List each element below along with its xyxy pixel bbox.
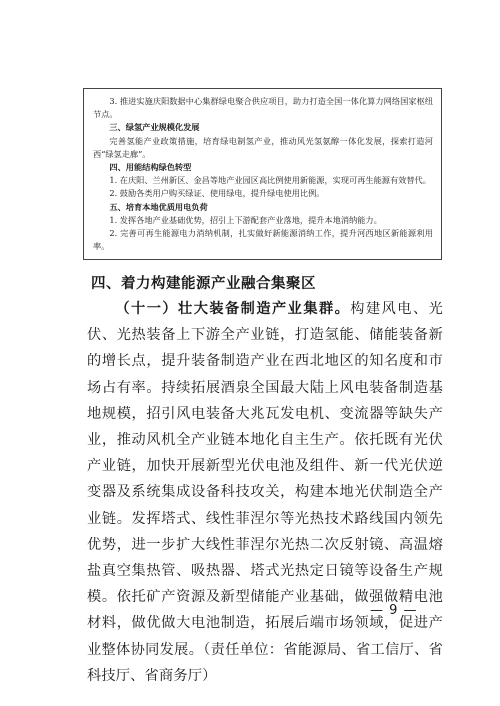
page-number: — 9 — — [370, 603, 418, 618]
paragraph-lead: （十一）壮大装备制造产业集群。 — [115, 301, 351, 317]
body-paragraph — [87, 296, 443, 689]
box-heading: 三、绿氢产业规模化发展 — [109, 122, 200, 133]
box-item: 1. 在庆阳、兰州新区、金昌等地产业园区高比例使用新能源，实现可再生能源有效替代。 — [109, 175, 431, 186]
policy-box — [83, 88, 442, 260]
section-title: 四、着力构建能源产业融合集聚区 — [91, 276, 316, 292]
box-item: 1. 发挥各地产业基础优势，招引上下游配套产业落地，提升本地消纳能力。 — [109, 214, 382, 225]
box-item: 3. 推进实施庆阳数据中心集群绿电聚合供应项目，助力打造全国一体化算力网络国家枢纽节点。 — [93, 96, 433, 120]
box-item: 2. 完善可再生能源电力消纳机制，扎实做好新能源消纳工作，提升河西地区新能源利用率。 — [93, 228, 433, 252]
box-item: 2. 鼓励各类用户购买绿证、使用绿电，提升绿电使用比例。 — [109, 188, 325, 199]
box-heading: 四、用能结构绿色转型 — [109, 162, 192, 173]
box-item: 完善氢能产业政策措施，培育绿电制氢产业，推动风光氢氨醇一体化发展，探索打造河西“绿氢走廊”。 — [93, 135, 433, 159]
paragraph-body: 构建风电、光伏、光热装备上下游全产业链，打造氢能、储能装备新的增长点，提升装备制造产业在西北地区的知名度和市场占有率。持续拓展酒泉全国最大陆上风电装备制造基地规模，招引风电装备大兆瓦发电机、变流器等缺失产业，推动风机全产业链本地化自主生产。依托既有光伏产业链，加快开展新型光伏电池及组件、新一代光伏逆变器及系统集成设备科技攻关，构建本地光伏制造全产业链。发挥塔式、线性菲涅尔等光热技术路线国内领先优势，进一步扩大线性菲涅尔光热二次反射镜、高温熔盐真空集热管、吸热器、塔式光热定日镜等设备生产规模。依托矿产资源及新型储能产业基础，做强做精电池材料，做优做大电池制造，拓展后端市场领域，促进产业整体协同发展。（责任单位：省能源局、省工信厅、省科技厅、省商务厅） — [87, 301, 443, 684]
box-heading: 五、培育本地优质用电负荷 — [109, 201, 208, 212]
